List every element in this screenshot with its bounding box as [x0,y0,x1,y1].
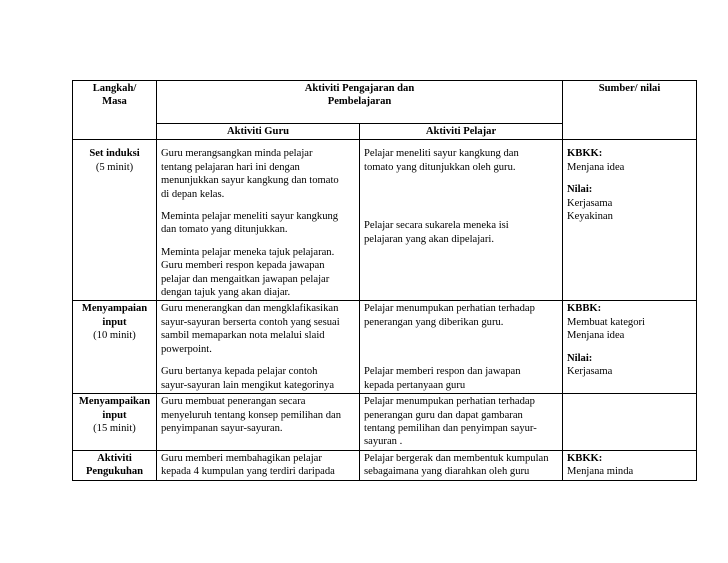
table-row [73,394,697,451]
cell-text-line: penerangan guru dan dapat gambaran [364,409,523,421]
guru-cell [157,301,360,394]
cell-text-line: Pelajar secara sukarela meneka isi [364,220,509,232]
cell-text-line: Set induksi [89,148,140,160]
cell-text-line: Kerjasama [567,197,613,209]
sumber-cell [563,140,697,301]
cell-text-line: (15 minit) [93,422,136,434]
cell-text-line: (10 minit) [93,330,136,342]
cell-text-line: Kerjasama [567,366,613,378]
header-langkah-masa [73,81,157,140]
cell-text-line: dan tomato yang ditunjukkan. [161,224,288,236]
cell-text-line: Menyampaikan [78,396,151,408]
cell-text-line: (5 minit) [95,161,134,173]
pelajar-cell [360,301,563,394]
header-langkah: Langkah/ [92,83,137,94]
header-row [73,81,697,124]
cell-text-line: kepada 4 kumpulan yang terdiri daripada [161,466,335,478]
cell-text-line: Keyakinan [567,211,613,223]
cell-text-line: Guru membuat penerangan secara [161,396,306,408]
cell-text-line: Aktiviti Pelajar [425,126,497,137]
cell-text-line: Membuat kategori [567,316,645,328]
cell-text-line: Guru memberi membahagikan pelajar [161,452,322,464]
cell-text-line: penyimpanan sayur-sayuran. [161,422,283,434]
cell-text-line: Sumber/ nilai [598,83,661,94]
subheader-aktiviti-pelajar [360,124,563,140]
header-aktiviti-line1: Aktiviti Pengajaran dan [304,83,415,94]
cell-text-line: pelajaran yang akan dipelajari. [364,233,495,245]
cell-text-line: pelajar dan mengaitkan jawapan pelajar [161,273,330,285]
guru-cell [157,450,360,480]
cell-text-line: Meminta pelajar meneka tajuk pelajaran. [161,246,335,258]
step-cell [73,301,157,394]
cell-text-line: Pengukuhan [85,466,144,478]
cell-text-line: sayur-sayuran berserta contoh yang sesuai [161,316,340,328]
sumber-cell [563,301,697,394]
kbkk-title: KBKK: [567,148,603,160]
cell-text-line: input [102,316,127,328]
step-cell [73,394,157,451]
cell-text-line: input [102,409,127,421]
header-masa: Masa [102,96,127,108]
header-aktiviti-pp [157,81,563,124]
header-sumber-nilai [563,81,697,140]
pelajar-cell [360,140,563,301]
cell-text-line: Menjana idea [567,161,625,173]
cell-text-line: di depan kelas. [161,188,225,200]
cell-text-line: Pelajar bergerak dan membentuk kumpulan [364,452,549,464]
cell-text-line: sebagaimana yang diarahkan oleh guru [364,466,530,478]
cell-text-line: kepada pertanyaan guru [364,379,466,391]
step-cell [73,450,157,480]
nilai-title: Nilai: [567,352,593,364]
cell-text-line: Guru bertanya kepada pelajar contoh [161,366,318,378]
subheader-aktiviti-guru [157,124,360,140]
cell-text-line: Menjana minda [567,466,634,478]
cell-text-line: Guru menerangkan dan mengklafikasikan [161,303,339,315]
cell-text-line: Aktiviti [97,452,132,464]
cell-text-line: Aktiviti Guru [226,126,290,137]
guru-cell [157,394,360,451]
cell-text-line: Menjana idea [567,330,625,342]
cell-text-line: Meminta pelajar meneliti sayur kangkung [161,211,339,223]
guru-cell [157,140,360,301]
pelajar-cell [360,450,563,480]
cell-text-line: powerpoint. [161,343,212,355]
cell-text-line: Pelajar meneliti sayur kangkung dan [364,148,519,160]
cell-text-line: sayuran . [364,436,403,448]
cell-text-line: Pelajar menumpukan perhatian terhadap [364,396,535,408]
cell-text-line: menyeluruh tentang konsep pemilihan dan [161,409,342,421]
cell-text-line: Pelajar memberi respon dan jawapan [364,366,521,378]
step-cell [73,140,157,301]
kbkk-title: KBBK: [567,303,602,315]
table-row [73,450,697,480]
table-row [73,301,697,394]
cell-text-line: Menyampaian [81,303,148,315]
cell-text-line: Pelajar menumpukan perhatian terhadap [364,303,535,315]
cell-text-line: menunjukkan sayur kangkung dan tomato [161,175,339,187]
cell-text-line: sayur-sayuran lain mengikut kategorinya [161,379,335,391]
cell-text-line: Guru memberi respon kepada jawapan [161,260,325,272]
header-aktiviti-line2: Pembelajaran [327,96,392,108]
nilai-title: Nilai: [567,184,593,196]
sumber-cell [563,394,697,451]
cell-text-line: tomato yang ditunjukkan oleh guru. [364,161,516,173]
cell-text-line: tentang pemilihan dan penyimpan sayur- [364,422,537,434]
cell-text-line: dengan tajuk yang akan diajar. [161,287,291,299]
kbkk-title: KBKK: [567,452,603,464]
cell-text-line: Guru merangsangkan minda pelajar [161,148,313,160]
cell-text-line: tentang pelajaran hari ini dengan [161,161,300,173]
sumber-cell [563,450,697,480]
pelajar-cell [360,394,563,451]
cell-text-line: sambil memaparkan nota melalui slaid [161,330,325,342]
table-row [73,140,697,301]
cell-text-line: penerangan yang diberikan guru. [364,316,504,328]
lesson-plan-table [72,80,697,481]
